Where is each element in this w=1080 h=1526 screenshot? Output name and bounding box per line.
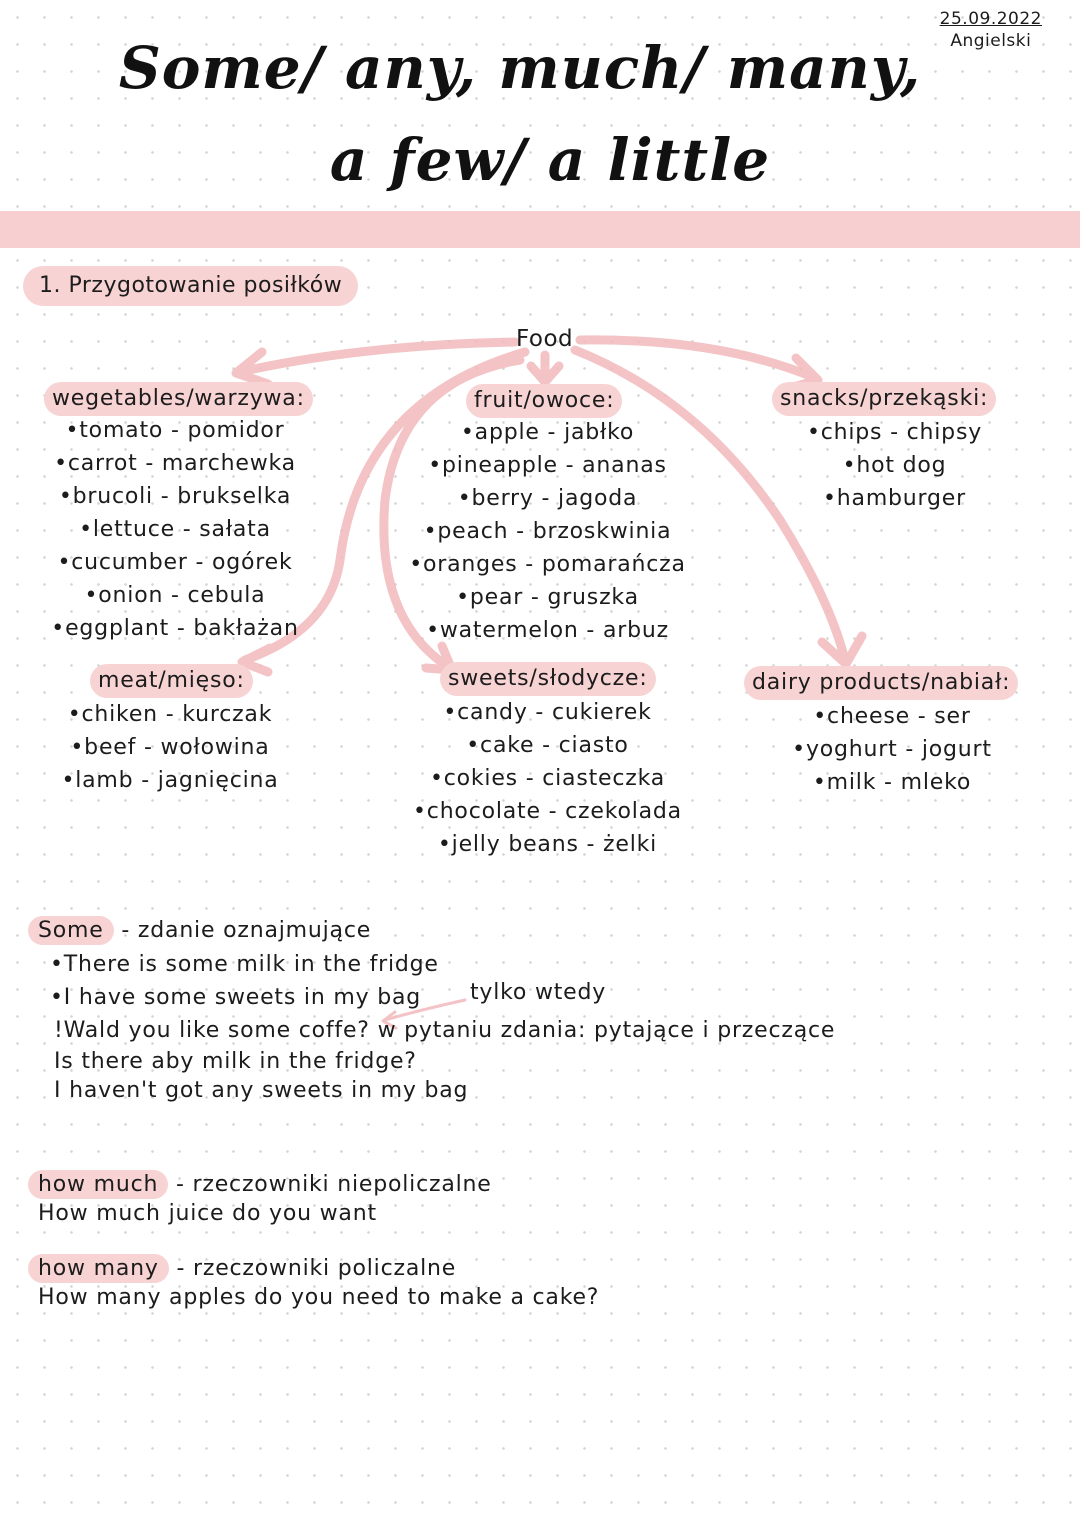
list-item: •berry - jagoda: [457, 486, 638, 511]
list-item: •cucumber - ogórek: [57, 550, 293, 575]
how-much-rule: [28, 1172, 492, 1197]
category-vegetables-title: wegetables/warzywa:: [44, 382, 313, 416]
list-item: •peach - brzoskwinia: [423, 519, 672, 544]
category-fruit-title: fruit/owoce:: [466, 384, 622, 418]
subject-text: Angielski: [950, 31, 1032, 51]
page-title-line1: Some/ any, much/ many,: [118, 34, 922, 102]
list-item: •onion - cebula: [84, 583, 266, 608]
date-text: 25.09.2022: [939, 9, 1042, 29]
any-example-1: Is there aby milk in the fridge?: [54, 1049, 417, 1074]
some-definition: - zdanie oznajmujące: [121, 918, 372, 943]
some-note: tylko wtedy: [470, 980, 607, 1005]
how-many-rule: [28, 1256, 456, 1281]
category-meat-list: [50, 698, 290, 797]
how-many-example: How many apples do you need to make a cake?: [38, 1285, 600, 1310]
list-item: •chocolate - czekolada: [413, 799, 682, 824]
list-item: •candy - cukierek: [443, 700, 652, 725]
category-snacks-title: snacks/przekąski:: [772, 382, 996, 416]
food-root-label: Food: [516, 326, 574, 352]
how-many-definition: - rzeczowniki policzalne: [176, 1256, 457, 1281]
how-many-term: how many: [28, 1254, 169, 1283]
list-item: •jelly beans - żelki: [437, 832, 658, 857]
list-item: •chiken - kurczak: [67, 702, 273, 727]
list-item: •eggplant - bakłażan: [51, 616, 299, 641]
list-item: •milk - mleko: [812, 770, 972, 795]
list-item: •watermelon - arbuz: [426, 618, 669, 643]
how-much-term: how much: [28, 1170, 168, 1199]
list-item: •chips - chipsy: [806, 420, 983, 445]
list-item: •tomato - pomidor: [65, 418, 285, 443]
category-dairy-title: dairy products/nabiał:: [744, 666, 1018, 700]
some-example-1: •There is some milk in the fridge: [50, 952, 439, 977]
category-snacks-list: [782, 416, 1007, 515]
list-item: •hot dog: [842, 453, 947, 478]
section-heading: 1. Przygotowanie posiłków: [23, 266, 358, 306]
list-item: •hamburger: [823, 486, 966, 511]
list-item: •pineapple - ananas: [428, 453, 667, 478]
list-item: •cheese - ser: [813, 704, 971, 729]
some-question-line: !Wald you like some coffe? w pytaniu zdania: pytające i przeczące: [54, 1018, 836, 1043]
list-item: •pear - gruszka: [456, 585, 639, 610]
category-sweets-list: [400, 696, 695, 861]
how-much-example: How much juice do you want: [38, 1201, 377, 1226]
category-meat-title: meat/mięso:: [90, 664, 253, 698]
list-item: •cake - ciasto: [466, 733, 629, 758]
some-example-2: •I have some sweets in my bag: [50, 985, 422, 1010]
list-item: •oranges - pomarańcza: [409, 552, 686, 577]
list-item: •beef - wołowina: [70, 735, 270, 760]
some-term: Some: [28, 916, 114, 945]
category-vegetables-list: [40, 414, 310, 645]
page-title-line2: a few/ a little: [329, 126, 771, 194]
list-item: •lettuce - sałata: [79, 517, 271, 542]
list-item: •brucoli - brukselka: [58, 484, 292, 509]
list-item: •carrot - marchewka: [54, 451, 296, 476]
some-rule: [28, 918, 371, 943]
category-sweets-title: sweets/słodycze:: [440, 662, 656, 696]
any-example-2: I haven't got any sweets in my bag: [54, 1078, 469, 1103]
category-dairy-list: [776, 700, 1008, 799]
how-much-definition: - rzeczowniki niepoliczalne: [176, 1172, 492, 1197]
list-item: •yoghurt - jogurt: [792, 737, 992, 762]
list-item: •lamb - jagnięcina: [61, 768, 279, 793]
category-fruit-list: [400, 416, 695, 647]
list-item: •apple - jabłko: [460, 420, 635, 445]
list-item: •cokies - ciasteczka: [429, 766, 666, 791]
